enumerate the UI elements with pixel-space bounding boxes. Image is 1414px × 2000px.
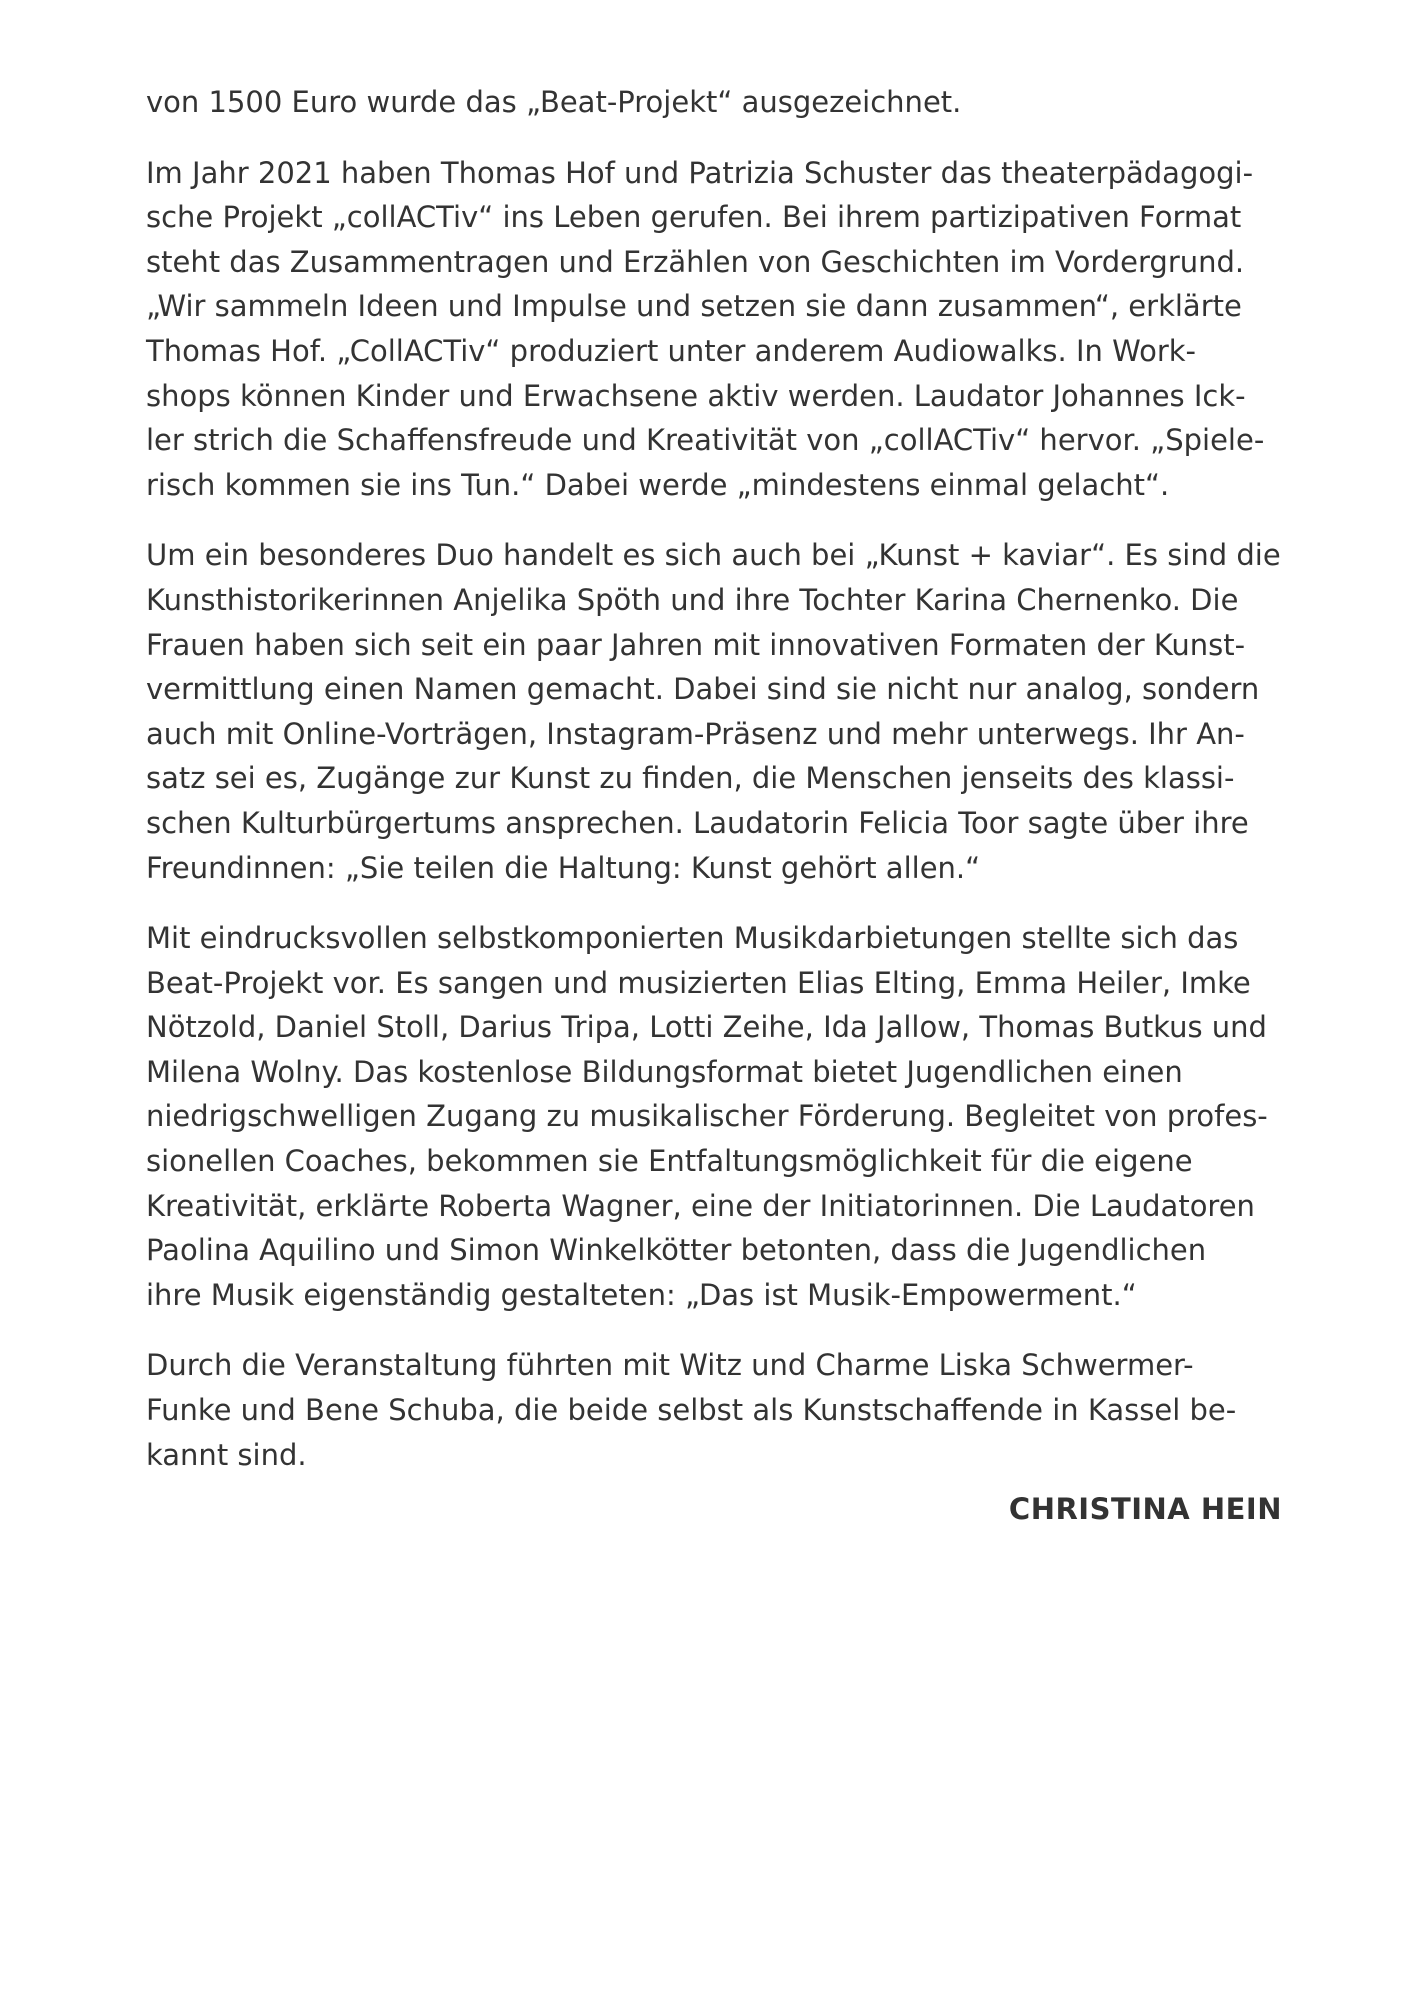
- paragraph-spacer: [146, 1317, 1296, 1343]
- paragraph-line: Kreativität, erklärte Roberta Wagner, eine der Initiatorinnen. Die Laudatoren: [146, 1188, 1255, 1223]
- paragraph-line: ler strich die Schaffensfreude und Kreativität von „collACTiv“ hervor. „Spiele-: [146, 423, 1265, 458]
- paragraph-line: von 1500 Euro wurde das „Beat-Projekt“ ausgezeichnet.: [146, 85, 962, 119]
- article-paragraph: [146, 533, 1296, 890]
- paragraph-spacer: [146, 125, 1296, 151]
- paragraph-line: ihre Musik eigenständig gestalteten: „Das ist Musik-Empowerment.“: [146, 1277, 1137, 1312]
- paragraph-line: Milena Wolny. Das kostenlose Bildungsformat bietet Jugendlichen einen: [146, 1054, 1183, 1089]
- paragraph-line: niedrigschwelligen Zugang zu musikalischer Förderung. Begleitet von profes-: [146, 1099, 1268, 1134]
- paragraph-line: Frauen haben sich seit ein paar Jahren mit innovativen Formaten der Kunst-: [146, 627, 1246, 662]
- paragraph-line: kannt sind.: [146, 1437, 307, 1472]
- paragraph-line: Funke und Bene Schuba, die beide selbst als Kunstschaffende in Kassel be-: [146, 1393, 1237, 1428]
- paragraph-line: Im Jahr 2021 haben Thomas Hof und Patrizia Schuster das theaterpädagogi-: [146, 155, 1254, 190]
- paragraph-line: Freundinnen: „Sie teilen die Haltung: Kunst gehört allen.“: [146, 850, 981, 885]
- paragraph-spacer: [146, 890, 1296, 916]
- paragraph-line: sionellen Coaches, bekommen sie Entfaltungsmöglichkeit für die eigene: [146, 1144, 1193, 1179]
- paragraph-line: Durch die Veranstaltung führten mit Witz und Charme Liska Schwermer-: [146, 1348, 1194, 1383]
- paragraph-line: Kunsthistorikerinnen Anjelika Spöth und ihre Tochter Karina Chernenko. Die: [146, 582, 1239, 617]
- paragraph-line: risch kommen sie ins Tun.“ Dabei werde „mindestens einmal gelacht“.: [146, 467, 1170, 502]
- author-byline: CHRISTINA HEIN: [1008, 1492, 1282, 1527]
- paragraph-line: satz sei es, Zugänge zur Kunst zu finden, die Menschen jenseits des klassi-: [146, 761, 1235, 796]
- paragraph-line: Nötzold, Daniel Stoll, Darius Tripa, Lotti Zeihe, Ida Jallow, Thomas Butkus und: [146, 1010, 1267, 1045]
- paragraph-line: Paolina Aquilino und Simon Winkelkötter betonten, dass die Jugendlichen: [146, 1233, 1207, 1268]
- paragraph-line: Um ein besonderes Duo handelt es sich auch bei „Kunst + kaviar“. Es sind die: [146, 538, 1281, 573]
- paragraph-line: shops können Kinder und Erwachsene aktiv werden. Laudator Johannes Ick-: [146, 378, 1246, 413]
- article-body: [146, 80, 1296, 1477]
- paragraph-line: schen Kulturbürgertums ansprechen. Laudatorin Felicia Toor sagte über ihre: [146, 805, 1249, 840]
- paragraph-line: auch mit Online-Vorträgen, Instagram-Präsenz und mehr unterwegs. Ihr An-: [146, 716, 1245, 751]
- paragraph-line: vermittlung einen Namen gemacht. Dabei sind sie nicht nur analog, sondern: [146, 672, 1260, 707]
- paragraph-line: steht das Zusammentragen und Erzählen von Geschichten im Vordergrund.: [146, 244, 1245, 279]
- paragraph-line: Mit eindrucksvollen selbstkomponierten Musikdarbietungen stellte sich das: [146, 921, 1239, 956]
- article-paragraph: [146, 916, 1296, 1317]
- article-paragraph: [146, 1343, 1296, 1477]
- paragraph-line: Thomas Hof. „CollACTiv“ produziert unter anderem Audiowalks. In Work-: [146, 333, 1197, 368]
- article-page: [146, 80, 1296, 1532]
- article-paragraph: [146, 151, 1296, 508]
- paragraph-spacer: [146, 507, 1296, 533]
- paragraph-line: „Wir sammeln Ideen und Impulse und setzen sie dann zusammen“, erklärte: [146, 289, 1242, 324]
- paragraph-line: sche Projekt „collACTiv“ ins Leben gerufen. Bei ihrem partizipativen Format: [146, 200, 1242, 235]
- article-paragraph: [146, 80, 1296, 125]
- paragraph-line: Beat-Projekt vor. Es sangen und musizierten Elias Elting, Emma Heiler, Imke: [146, 965, 1251, 1000]
